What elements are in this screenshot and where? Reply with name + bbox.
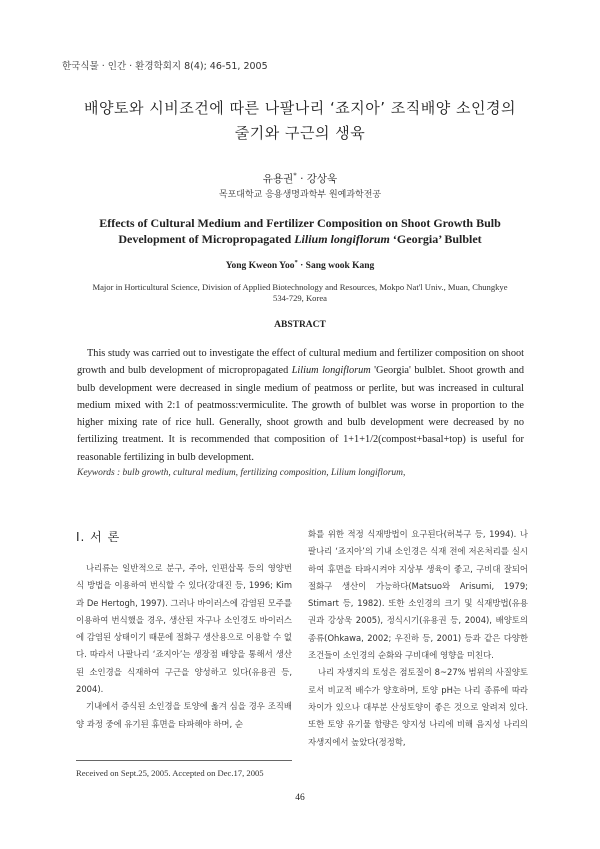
title-english-line1: Effects of Cultural Medium and Fertilizer Composition on Shoot Growth Bulb [99, 216, 501, 230]
title-en-species: Lilium longiflorum [294, 232, 390, 246]
affiliation-english [60, 282, 540, 304]
title-en-part: Development of Micropropagated [118, 232, 295, 246]
footnote-received: Received on Sept.25, 2005. Accepted on Dec.17, 2005 [76, 768, 264, 778]
author-kr-1: 유용권 [262, 173, 294, 185]
abstract-text: 'Georgia' bulblet. Shoot growth and bulb development were decreased in single medium of peatmoss or perlite, but was increased in cultural medium mixed with 2:1 of peatmoss:vermiculite. The growth of bulblet was worse in proportion to the higher mixing rate of rice hull. Generally, shoot growth and bulb development were decreased by no fertilizing treatment. It is recommended that composition of 1+1+1/2(compost+basal+top) is useful for reasonable fertilizing in bulb development. [77, 365, 524, 463]
affiliation-en-line2: 534-729, Korea [273, 293, 327, 303]
author-separator: · [297, 261, 306, 272]
abstract-text: This study was carried out to investigate the effect of cultural medium and fertilizer composition on shoot growth and bulb development of micropropagated [77, 348, 524, 377]
title-en-part: ‘Georgia’ Bulblet [389, 232, 482, 246]
paragraph: 나리류는 일반적으로 분구, 주아, 인편삽목 등의 영양번식 방법을 이용하여 번식할 수 있다(강대진 등, 1996; Kim과 De Hertogh, 1997). 그러나 바이러스에 감염된 모주를 이용하여 번식했을 경우, 생산된 자구나 소인경도 바이러스에 감염된 상태이기 때문에 절화구 생산용으로 이용할 수 없다. 따라서 나팔나리 ‘죠지아’는 생장점 배양을 통해서 생산된 소인경을 식재하여 구근을 양성하고 있다(유용권 등, 2004). [76, 563, 292, 695]
title-korean-line2: 줄기와 구근의 생육 [234, 124, 366, 142]
footnote-divider [76, 760, 292, 761]
authors-english [0, 259, 600, 271]
authors-korean [0, 171, 600, 186]
abstract-species: Lilium longiflorum [291, 365, 371, 377]
title-english [60, 215, 540, 247]
abstract-heading: ABSTRACT [274, 320, 326, 330]
keywords: Keywords : bulb growth, cultural medium, fertilizing composition, Lilium longiflorum, [77, 468, 406, 478]
author-kr-2: 강상욱 [306, 173, 338, 185]
body-column-right [308, 526, 528, 751]
affiliation-korean: 목포대학교 응용생명과학부 원예과학전공 [218, 190, 382, 200]
corresponding-mark: * [294, 259, 298, 266]
corresponding-mark: * [293, 171, 297, 180]
paragraph: 나리 자생지의 토성은 점토질이 8~27% 범위의 사질양토로서 비교적 배수가 양호하며, 토양 pH는 나리 종류에 따라 차이가 있으나 대부분 산성토양이 좋은 것으로 알려져 있다. 또한 토양 유기물 함량은 양지성 나리에 비해 음지성 나리의 자생지에서 높았다(정정학, [308, 667, 528, 747]
section-heading-introduction: Ⅰ. 서 론 [76, 530, 121, 544]
affiliation-en-line1: Major in Horticultural Science, Division of Applied Biotechnology and Resources, Mokpo Nat'l Univ., Muan, Chungkye [92, 282, 508, 292]
paragraph: 기내에서 증식된 소인경을 토양에 옮겨 심을 경우 조직배양 과정 중에 유기된 휴면을 타파해야 하며, 순 [76, 701, 292, 729]
author-separator: · [296, 173, 307, 185]
paragraph: 화를 위한 적정 식재방법이 요구된다(허북구 등, 1994). 나팔나리 ‘죠지아’의 기내 소인경은 식재 전에 저온처리를 실시하여 휴면을 타파시켜야 지상부 생육이 좋고, 구비대 잘되어 절화구 생산이 가능하다(Matsuo와 Arisumi, 1979; Stimart 등, 1982). 또한 소인경의 크기 및 식재방법(유용권과 강상욱 2005), 정식시기(유용권 등, 2004), 배양토의 종류(Ohkawa, 2002; 우진하 등, 2001) 등과 같은 다양한 조건들이 소인경의 순화와 구비대에 영향을 미친다. [308, 529, 528, 661]
title-korean-line1: 배양토와 시비조건에 따른 나팔나리 ‘죠지아’ 조직배양 소인경의 [84, 99, 516, 117]
body-column-left [76, 560, 292, 733]
page-number: 46 [295, 793, 305, 803]
author-en-2: Sang wook Kang [305, 261, 375, 272]
running-head: 한국식물 · 인간 · 환경학회지 8(4); 46-51, 2005 [62, 61, 268, 72]
title-korean [40, 96, 560, 146]
author-en-1: Yong Kweon Yoo [225, 261, 295, 272]
abstract-body [77, 345, 524, 466]
title-english-line2 [60, 231, 540, 247]
